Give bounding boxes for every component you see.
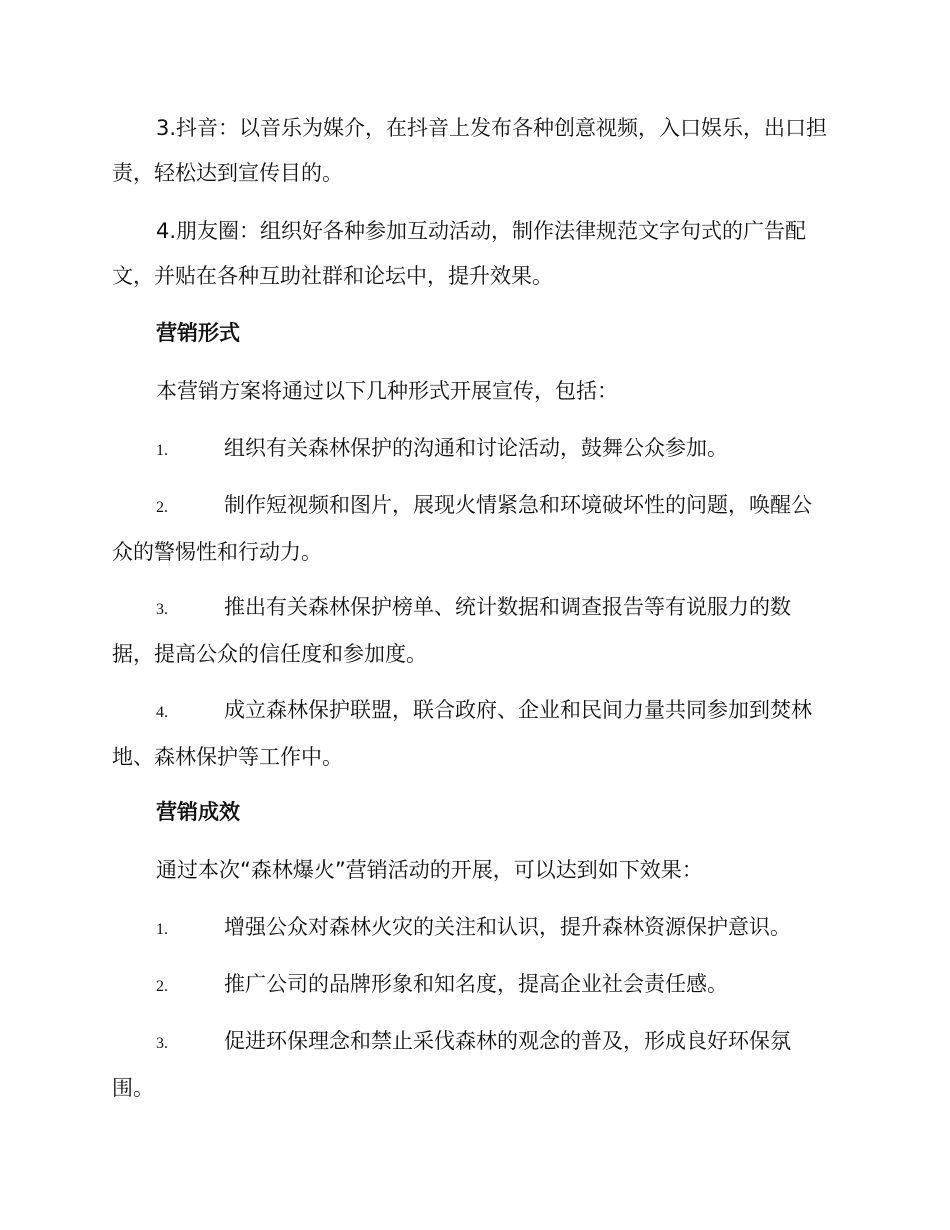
list-item-number: 2. <box>156 978 168 995</box>
list-item-text: 成立森林保护联盟，联合政府、企业和民间力量共同参加到焚林地、森林保护等工作中。 <box>112 698 812 769</box>
section-heading-effects: 营销成效 <box>156 800 240 824</box>
list-item <box>112 688 832 780</box>
section-heading-forms: 营销形式 <box>156 321 240 345</box>
list-item-text: 促进环保理念和禁止采伐森林的观念的普及，形成良好环保氛围。 <box>112 1029 791 1100</box>
list-item-number: 1. <box>156 442 168 459</box>
list-item <box>112 962 832 1009</box>
list-item-text: 增强公众对森林火灾的关注和认识，提升森林资源保护意识。 <box>224 915 791 939</box>
list-item-number: 1. <box>156 921 168 938</box>
list-item-number: 4. <box>156 704 168 721</box>
paragraph-moments: 4.朋友圈：组织好各种参加互动活动，制作法律规范文字句式的广告配文，并贴在各种互助社群和论坛中，提升效果。 <box>112 219 807 288</box>
list-item-text: 组织有关森林保护的沟通和讨论活动，鼓舞公众参加。 <box>224 436 728 460</box>
list-item-number: 2. <box>156 499 168 516</box>
list-item-text: 推广公司的品牌形象和知名度，提高企业社会责任感。 <box>224 972 728 996</box>
list-item-text: 推出有关森林保护榜单、统计数据和调查报告等有说服力的数据，提高公众的信任度和参加度。 <box>112 595 791 666</box>
paragraph-douyin: 3.抖音：以音乐为媒介，在抖音上发布各种创意视频，入口娱乐，出口担责，轻松达到宣传目的。 <box>112 116 828 185</box>
list-item <box>112 905 832 952</box>
list-item-number: 3. <box>156 601 168 618</box>
section-lead-forms: 本营销方案将通过以下几种形式开展宣传，包括： <box>156 379 618 403</box>
list-item-text: 制作短视频和图片，展现火情紧急和环境破坏性的问题，唤醒公众的警惕性和行动力。 <box>112 493 812 564</box>
list-item <box>112 426 832 473</box>
list-item <box>112 1019 832 1111</box>
list-item-number: 3. <box>156 1035 168 1052</box>
list-item <box>112 585 832 677</box>
list-item <box>112 483 832 575</box>
section-lead-effects: 通过本次“森林爆火”营销活动的开展，可以达到如下效果： <box>156 858 703 882</box>
